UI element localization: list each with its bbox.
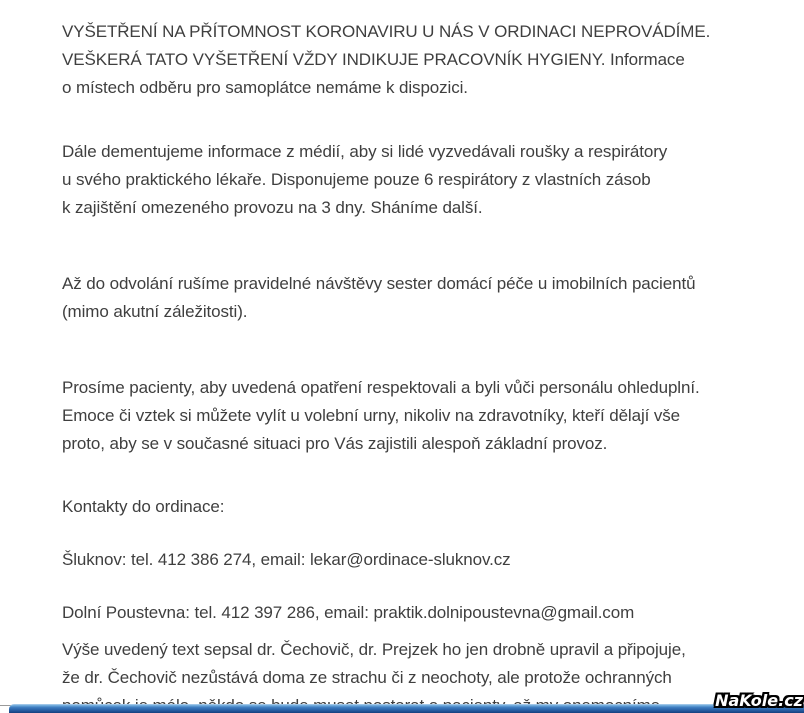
text-line: Dále dementujeme informace z médií, aby si lidé vyzvedávali roušky a respirátory bbox=[62, 142, 668, 161]
text-line: Až do odvolání rušíme pravidelné návštěvy sester domácí péče u imobilních pacientů bbox=[62, 274, 696, 293]
paragraph-contact-sluknov bbox=[62, 546, 792, 574]
text-line: VEŠKERÁ TATO VYŠETŘENÍ VŽDY INDIKUJE PRACOVNÍK HYGIENY. Informace bbox=[62, 50, 685, 69]
paragraph-contact-dolni-poustevna bbox=[62, 599, 792, 627]
nakole-watermark-logo: NaKole.cz bbox=[715, 691, 803, 710]
text-line: u svého praktického lékaře. Disponujeme pouze 6 respirátory z vlastních zásob bbox=[62, 170, 651, 189]
paragraph-notice-home-care bbox=[62, 270, 792, 326]
text-line: k zajištění omezeného provozu na 3 dny. Sháníme další. bbox=[62, 198, 483, 217]
text-line: že dr. Čechovič nezůstává doma ze strachu či z neochoty, ale protože ochranných bbox=[62, 668, 672, 687]
paragraph-contacts-heading bbox=[62, 493, 792, 521]
text-line: Dolní Poustevna: tel. 412 397 286, email: praktik.dolnipoustevna@gmail.com bbox=[62, 603, 635, 622]
text-line: Šluknov: tel. 412 386 274, email: lekar@ordinace-sluknov.cz bbox=[62, 550, 511, 569]
paragraph-notice-testing bbox=[62, 18, 792, 102]
text-line: Prosíme pacienty, aby uvedená opatření respektovali a byli vůči personálu ohleduplní. bbox=[62, 378, 700, 397]
text-line: Kontakty do ordinace: bbox=[62, 497, 225, 516]
text-line: (mimo akutní záležitosti). bbox=[62, 302, 248, 321]
text-line: Výše uvedený text sepsal dr. Čechovič, dr. Prejzek ho jen drobně upravil a připojuje, bbox=[62, 640, 686, 659]
text-line: VYŠETŘENÍ NA PŘÍTOMNOST KORONAVIRU U NÁS V ORDINACI NEPROVÁDÍME. bbox=[62, 22, 711, 41]
text-line: Emoce či vztek si můžete vylít u volební urny, nikoliv na zdravotníky, kteří dělají vše bbox=[62, 406, 681, 425]
text-line: o místech odběru pro samoplátce nemáme k dispozici. bbox=[62, 78, 468, 97]
text-line: proto, aby se v současné situaci pro Vás zajistili alespoň základní provoz. bbox=[62, 434, 608, 453]
background-window-titlebar-edge[interactable] bbox=[9, 704, 804, 713]
paragraph-signature-note bbox=[62, 636, 792, 713]
paragraph-notice-masks-respirators bbox=[62, 138, 792, 222]
paragraph-notice-respect bbox=[62, 374, 792, 458]
